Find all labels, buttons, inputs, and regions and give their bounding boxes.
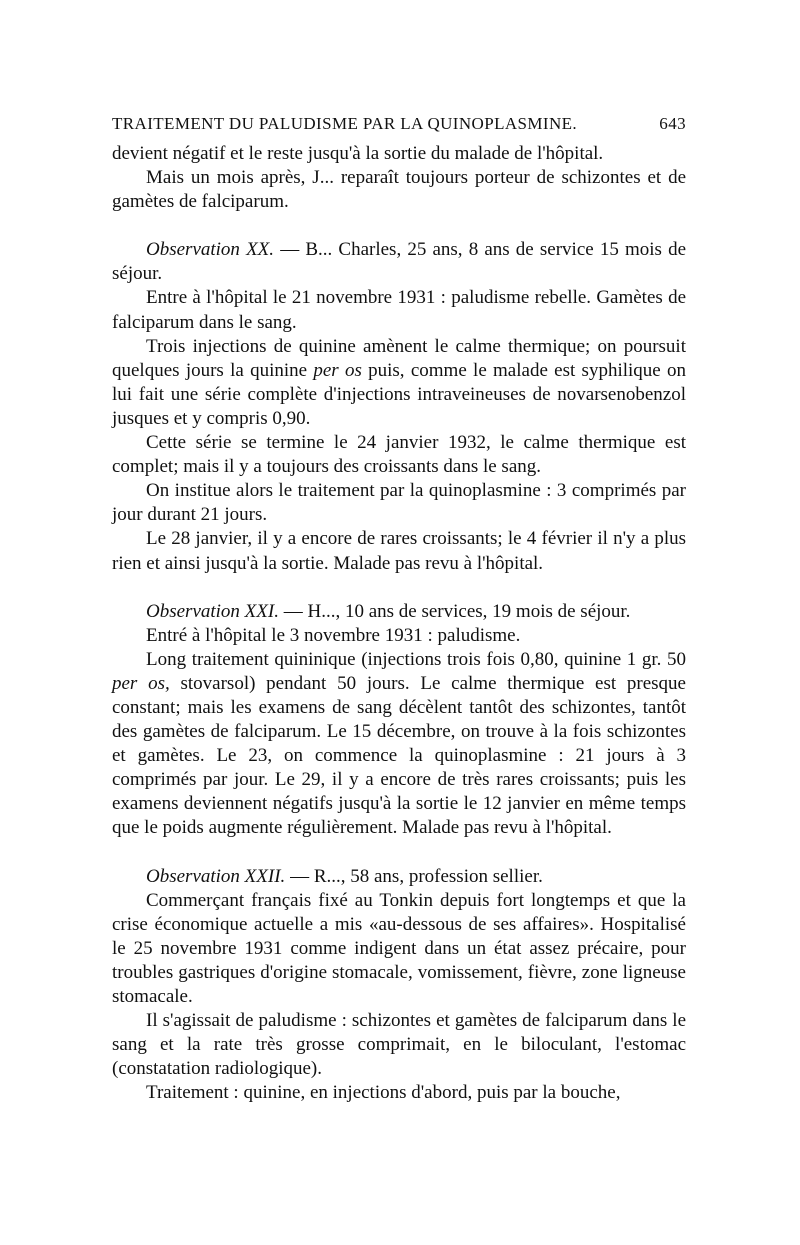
section-gap bbox=[112, 576, 686, 600]
obs20-intro: — B... Charles, 25 ans, 8 ans de service 15 mois de séjour. bbox=[112, 239, 686, 285]
obs20-paragraph-2: Entre à l'hôpital le 21 novembre 1931 : paludisme rebelle. Gamètes de falciparum dans le sang. bbox=[112, 287, 686, 333]
obs20-paragraph-6: Le 28 janvier, il y a encore de rares croissants; le 4 février il n'y a plus rien et ainsi jusqu'à la sortie. Malade pas revu à l'hôpital. bbox=[112, 528, 686, 574]
obs21-p3-italic: per os, bbox=[112, 672, 170, 694]
obs20-heading-paragraph bbox=[112, 238, 686, 286]
obs21-p3-text-a: Long traitement quininique (injections trois fois 0,80, quinine 1 gr. 50 bbox=[146, 648, 686, 670]
obs22-heading-paragraph bbox=[112, 865, 686, 889]
running-head bbox=[112, 112, 686, 136]
intro-paragraph-1: devient négatif et le reste jusqu'à la sortie du malade de l'hôpital. bbox=[112, 143, 604, 164]
obs22-paragraph-4: Traitement : quinine, en injections d'abord, puis par la bouche, bbox=[146, 1082, 621, 1104]
intro-paragraph-2: Mais un mois après, J... reparaît toujours porteur de schizontes et de gamètes de falciparum. bbox=[112, 167, 686, 213]
obs21-intro: — H..., 10 ans de services, 19 mois de séjour. bbox=[278, 600, 631, 622]
obs21-heading-paragraph bbox=[112, 600, 686, 624]
obs21-paragraph-3 bbox=[112, 648, 686, 841]
obs20-title: Observation XX. bbox=[146, 239, 275, 261]
obs22-paragraph-3: Il s'agissait de paludisme : schizontes et gamètes de falciparum dans le sang et la rate très grosse comprimait, en le biloculant, l'estomac (constatation radiologique). bbox=[112, 1010, 686, 1080]
obs20-paragraph-3 bbox=[112, 335, 686, 431]
obs21-p3-text-b: stovarsol) pendant 50 jours. Le calme thermique est presque constant; mais les examens de sang décèlent tantôt des schizontes, tantôt des gamètes de falciparum. Le 15 décembre, on trouve à la fois schizontes et gamètes. Le 23, on commence la quinoplasmine : 21 jours à 3 comprimés par jour. Le 29, il y a encore de très rares croissants; puis les examens deviennent négatifs jusqu'à la sortie le 12 janvier en même temps que le poids augmente régulièrement. Malade pas revu à l'hôpital. bbox=[112, 672, 686, 839]
obs20-p3-text-a: Trois injections de quinine amènent le calme thermique; on poursuit quelques jours la quinine bbox=[112, 335, 686, 381]
obs21-paragraph-2: Entré à l'hôpital le 3 novembre 1931 : paludisme. bbox=[146, 624, 521, 646]
obs21-title: Observation XXI. bbox=[146, 600, 279, 622]
obs22-intro: — R..., 58 ans, profession sellier. bbox=[285, 865, 543, 887]
section-gap bbox=[112, 214, 686, 238]
obs20-paragraph-4: Cette série se termine le 24 janvier 1932, le calme thermique est complet; mais il y a toujours des croissants dans le sang. bbox=[112, 432, 686, 478]
running-title: TRAITEMENT DU PALUDISME PAR LA QUINOPLASMINE. bbox=[112, 114, 578, 133]
obs22-title: Observation XXII. bbox=[146, 865, 286, 887]
page-number: 643 bbox=[659, 114, 686, 133]
page bbox=[112, 112, 686, 1105]
section-gap bbox=[112, 841, 686, 865]
obs22-paragraph-2: Commerçant français fixé au Tonkin depuis fort longtemps et que la crise économique actuelle a mis «au-dessous de ses affaires». Hospitalisé le 25 novembre 1931 comme indigent dans un état assez précaire, pour troubles gastriques d'origine stomacale, vomissement, fièvre, zone ligneuse stomacale. bbox=[112, 889, 686, 1007]
obs20-p3-text-b: puis, comme le malade est syphilique on lui fait une série complète d'injections intraveineuses de novarsenobenzol jusques et y compris 0,90. bbox=[112, 359, 686, 429]
obs20-p3-italic: per os bbox=[313, 359, 362, 381]
obs20-paragraph-5: On institue alors le traitement par la quinoplasmine : 3 comprimés par jour durant 21 jours. bbox=[112, 480, 686, 526]
